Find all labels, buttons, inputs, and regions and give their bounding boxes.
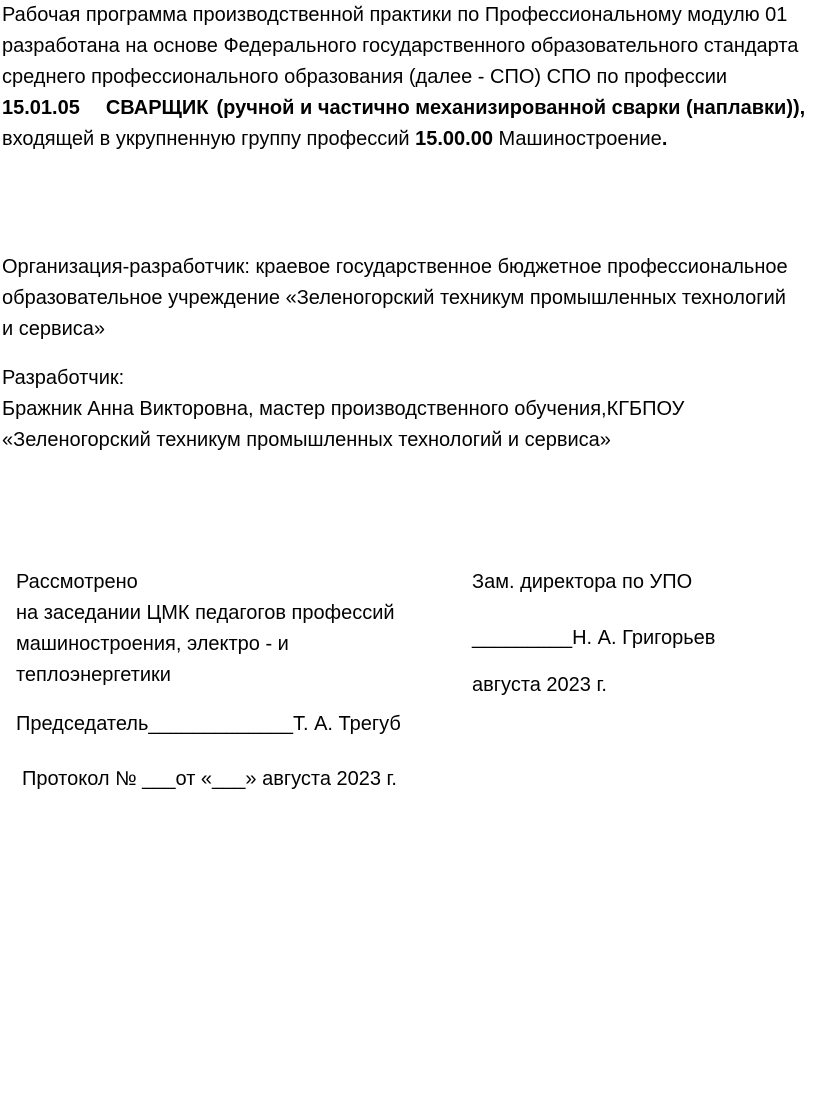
approval-signature-text: _________Н. А. Григорьев [472,627,716,649]
developer-line-1: Бражник Анна Викторовна, мастер производственного обучения,КГБПОУ [2,398,685,420]
protocol-text: Протокол № ___от «___» августа 2023 г. [22,768,397,790]
intro-paragraph [2,0,814,155]
org-line-3: и сервиса» [2,318,106,340]
org-line-1: Организация-разработчик: краевое государственное бюджетное профессиональное [2,256,788,278]
intro-line-3: среднего профессионального образования (далее - СПО) СПО по профессии [2,66,728,88]
group-code: 15.00.00 [415,128,493,150]
profession-detail: (ручной и частично механизированной сварки (наплавки)), [216,97,806,119]
intro-line-4 [2,93,814,124]
review-line-3: машиностроения, электро - и [16,633,289,655]
review-line-1: Рассмотрено [16,571,138,593]
developer-label: Разработчик: [2,367,125,389]
group-text: входящей в укрупненную группу профессий [2,128,410,150]
chairman-text: Председатель_____________Т. А. Трегуб [16,713,401,735]
developer-paragraph [2,363,814,456]
organization-paragraph [2,252,814,345]
profession-name: СВАРЩИК [105,97,209,119]
profession-code: 15.01.05 [2,97,80,119]
group-name: Машиностроение [498,128,662,150]
chairman-line [16,709,401,740]
approval-date-text: августа 2023 г. [472,674,607,696]
approval-title: Зам. директора по УПО [472,571,693,593]
developer-line-2: «Зеленогорский техникум промышленных технологий и сервиса» [2,429,611,451]
approval-block [472,567,692,598]
period: . [661,128,668,150]
protocol-line [22,764,397,795]
review-block [16,567,395,691]
review-line-4: теплоэнергетики [16,664,171,686]
approval-date [472,670,607,701]
intro-line-2: разработана на основе Федерального государственного образовательного стандарта [2,35,799,57]
review-line-2: на заседании ЦМК педагогов профессий [16,602,395,624]
org-line-2: образовательное учреждение «Зеленогорский техникум промышленных технологий [2,287,786,309]
approval-signature [472,623,715,654]
intro-line-5 [2,124,814,155]
intro-line-1: Рабочая программа производственной практики по Профессиональному модулю 01 [2,4,788,26]
